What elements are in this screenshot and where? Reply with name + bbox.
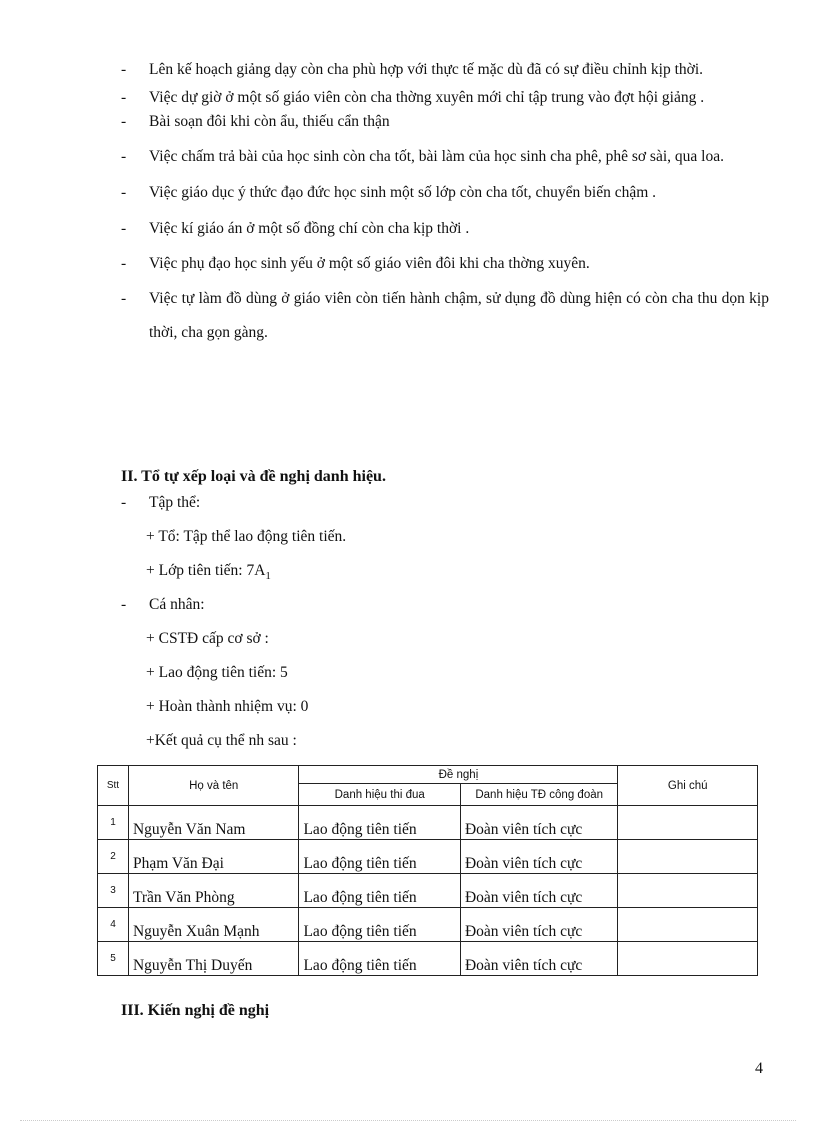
header-stt: Stt [98,766,129,806]
table-row [98,806,758,840]
dash-marker: - [121,148,127,165]
shortcomings-list [121,58,769,350]
dash-marker: - [121,596,127,613]
list-item-text: Việc tự làm đồ dùng ở giáo viên còn tiến hành chậm, sử dụng đồ dùng hiện có còn cha thu dọn kịp thời, cha gọn gàng. [149,290,769,341]
collective-group: + Tổ: Tập thể lao động tiên tiến. [146,528,347,545]
table-row [98,874,758,908]
list-item [121,212,769,246]
section-3-title: III. Kiến nghị đề nghị [121,1002,270,1019]
page-number: 4 [755,1060,763,1077]
list-item-text: Lên kế hoạch giảng dạy còn cha phù hợp với thực tế mặc dù đã có sự điều chỉnh kịp thời. [149,61,704,78]
collective-class-text: + Lớp tiên tiến: 7A [146,562,266,579]
list-item [121,247,769,281]
header-de-nghi: Đề nghị [299,766,618,784]
list-item-text: Việc phụ đạo học sinh yếu ở một số giáo viên đôi khi cha thờng xuyên. [149,255,590,272]
row-name: Nguyễn Văn Nam [128,806,299,840]
row-ghi-chu [618,942,758,976]
row-name: Trần Văn Phòng [128,874,299,908]
table-row [98,942,758,976]
table-row [98,840,758,874]
list-item [121,110,769,134]
row-ghi-chu [618,806,758,840]
list-item-text: Việc kí giáo án ở một số đồng chí còn cha kịp thời . [149,220,470,237]
list-item [121,282,769,350]
header-name: Họ và tên [128,766,299,806]
dash-marker: - [121,184,127,201]
row-stt: 2 [98,840,129,874]
row-name: Phạm Văn Đại [128,840,299,874]
table-row [98,908,758,942]
dash-marker: - [121,89,127,106]
dash-marker: - [121,255,127,272]
individual-label [121,596,205,614]
row-thi-dua: Lao động tiên tiến [299,942,460,976]
row-ghi-chu [618,874,758,908]
dash-marker: - [121,290,127,307]
ket-qua-line: +Kết quả cụ thể nh sau : [146,732,297,749]
list-item-text: Việc giáo dục ý thức đạo đức học sinh một số lớp còn cha tốt, chuyển biến chậm . [149,184,657,201]
header-thi-dua: Danh hiệu thi đua [299,784,460,806]
row-cong-doan: Đoàn viên tích cực [460,840,618,874]
row-stt: 3 [98,874,129,908]
row-thi-dua: Lao động tiên tiến [299,908,460,942]
row-cong-doan: Đoàn viên tích cực [460,908,618,942]
row-ghi-chu [618,908,758,942]
section-2-title: II. Tổ tự xếp loại và đề nghị danh hiệu. [121,468,386,485]
row-cong-doan: Đoàn viên tích cực [460,806,618,840]
row-cong-doan: Đoàn viên tích cực [460,942,618,976]
row-thi-dua: Lao động tiên tiến [299,874,460,908]
list-item [121,176,769,210]
row-cong-doan: Đoàn viên tích cực [460,874,618,908]
list-item-text: Việc dự giờ ở một số giáo viên còn cha thờng xuyên mới chỉ tập trung vào đợt hội giảng . [149,89,705,106]
row-stt: 5 [98,942,129,976]
list-item-text: Bài soạn đôi khi còn ẩu, thiếu cẩn thận [149,113,390,130]
dash-marker: - [121,494,127,511]
individual-label-text: Cá nhân: [149,596,205,613]
row-stt: 1 [98,806,129,840]
dash-marker: - [121,113,127,130]
list-item [121,86,769,110]
list-item [121,58,769,82]
collective-class [146,562,271,582]
header-ghi-chu: Ghi chú [618,766,758,806]
collective-label-text: Tập thể: [149,494,201,511]
dash-marker: - [121,220,127,237]
collective-label [121,494,200,512]
header-cong-doan: Danh hiệu TĐ công đoàn [460,784,618,806]
list-item-text: Việc chấm trả bài của học sinh còn cha tốt, bài làm của học sinh cha phê, phê sơ sài, qua loa. [149,148,724,165]
row-thi-dua: Lao động tiên tiến [299,840,460,874]
dash-marker: - [121,61,127,78]
row-thi-dua: Lao động tiên tiến [299,806,460,840]
list-item [121,140,769,174]
hoan-thanh-line: + Hoàn thành nhiệm vụ: 0 [146,698,309,715]
row-name: Nguyễn Thị Duyến [128,942,299,976]
page-bottom-rule [20,1120,796,1121]
row-name: Nguyễn Xuân Mạnh [128,908,299,942]
row-stt: 4 [98,908,129,942]
table-header-row [98,766,758,784]
cstd-line: + CSTĐ cấp cơ sở : [146,630,269,647]
lao-dong-line: + Lao động tiên tiến: 5 [146,664,288,681]
collective-class-subscript: 1 [265,570,271,583]
results-table [97,765,758,976]
row-ghi-chu [618,840,758,874]
